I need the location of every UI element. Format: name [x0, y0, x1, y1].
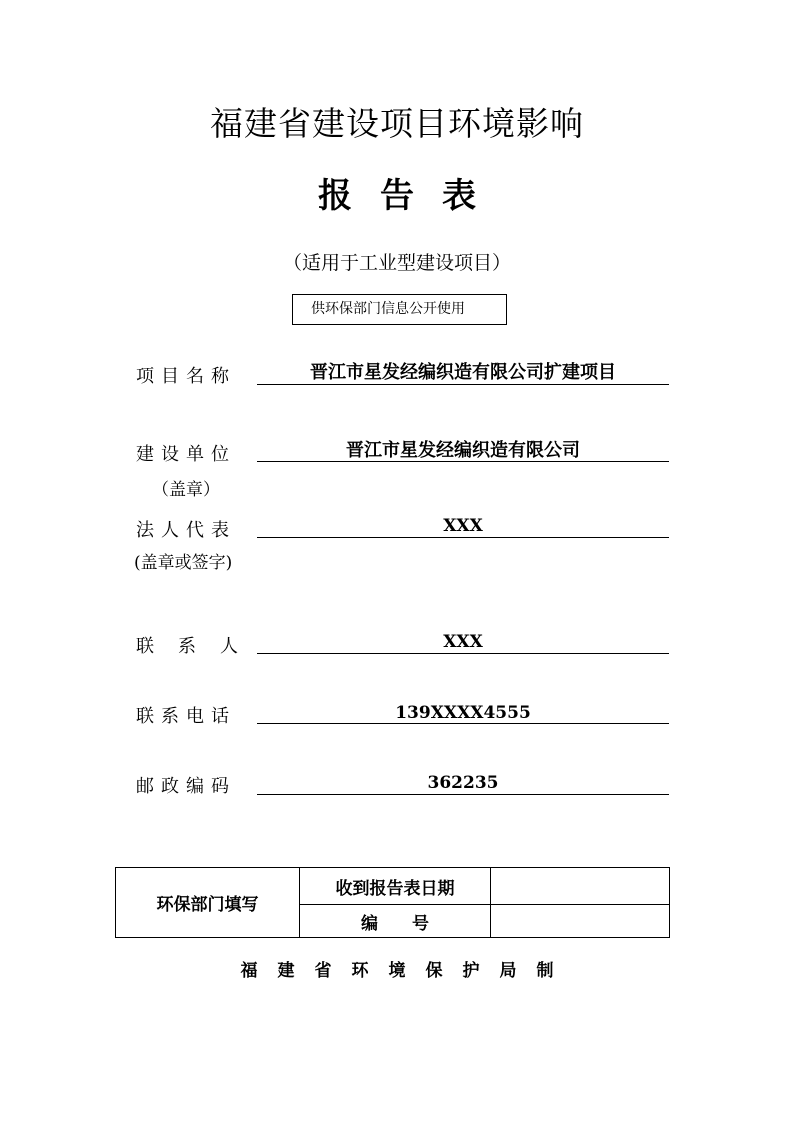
- project-name-field: 晋江市星发经编织造有限公司扩建项目: [257, 358, 669, 385]
- legal-rep-field: XXX: [257, 516, 669, 538]
- unit-label: 建设单位: [136, 444, 236, 465]
- legal-rep-label: 法人代表: [136, 520, 236, 541]
- number-value: [491, 905, 670, 938]
- doc-subtitle: （适用于工业型建设项目）: [282, 252, 511, 274]
- postcode-label: 邮政编码: [136, 776, 236, 797]
- office-use-table: [115, 867, 670, 938]
- legal-rep-sublabel: (盖章或签字): [134, 553, 233, 573]
- phone-label: 联系电话: [136, 706, 236, 727]
- doc-title: 福建省建设项目环境影响: [210, 104, 584, 143]
- issuer-footer: 福建省环境保护局制: [240, 961, 574, 981]
- doc-type: 报告表: [318, 176, 504, 216]
- contact-label: 联系人: [136, 636, 262, 657]
- office-section-label: 环保部门填写: [116, 868, 300, 938]
- disclosure-notice-box: 供环保部门信息公开使用: [292, 294, 507, 325]
- phone-field: 139XXXX4555: [257, 703, 669, 724]
- number-label: 编 号: [300, 905, 491, 938]
- postcode-field: 362235: [257, 773, 669, 795]
- unit-sublabel: （盖章）: [152, 480, 220, 500]
- project-name-label: 项目名称: [136, 366, 236, 387]
- received-date-label: 收到报告表日期: [300, 868, 491, 905]
- unit-field: 晋江市星发经编织造有限公司: [257, 436, 669, 462]
- received-date-value: [491, 868, 670, 905]
- contact-field: XXX: [257, 632, 669, 654]
